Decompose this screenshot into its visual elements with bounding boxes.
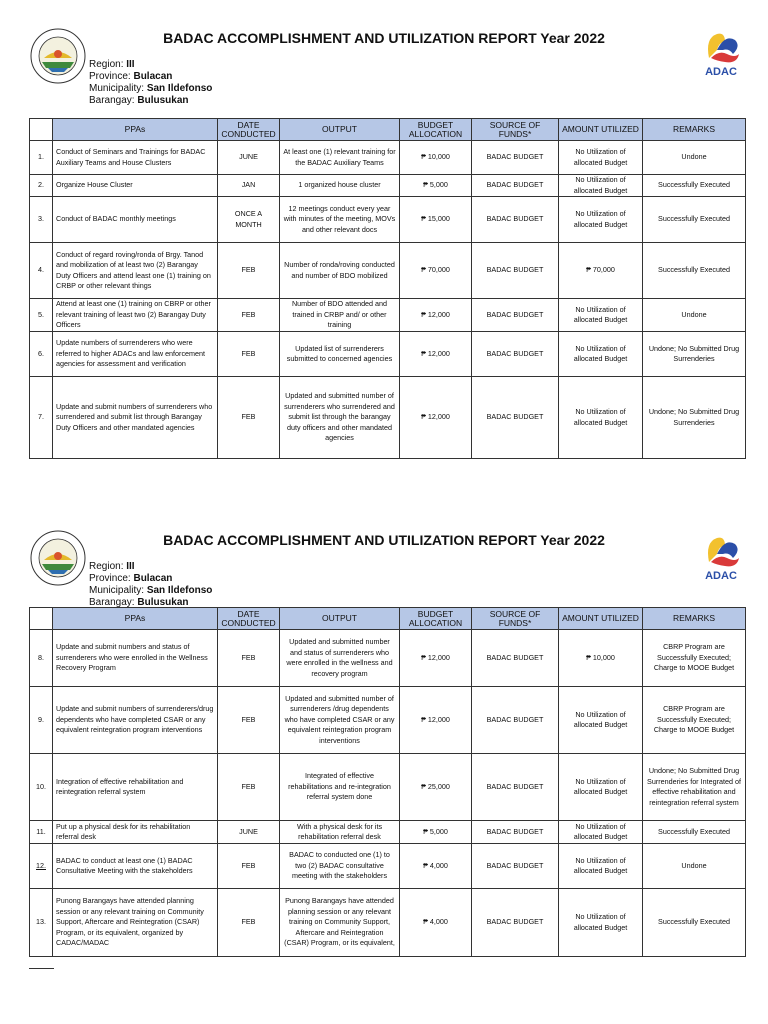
- output-cell: Number of ronda/roving conducted and number of BDO mobilized: [280, 243, 400, 299]
- report-table: [29, 607, 746, 957]
- table-row: [30, 844, 746, 889]
- source-cell: BADAC BUDGET: [472, 243, 559, 299]
- ppa-cell: Organize House Cluster: [53, 175, 218, 197]
- date-cell: FEB: [218, 243, 280, 299]
- date-cell: JUNE: [218, 821, 280, 844]
- source-cell: BADAC BUDGET: [472, 175, 559, 197]
- table-header-row: [30, 119, 746, 141]
- row-number: 4.: [30, 243, 53, 299]
- budget-cell: ₱ 70,000: [400, 243, 472, 299]
- date-cell: FEB: [218, 299, 280, 332]
- output-cell: BADAC to conducted one (1) to two (2) BADAC consultative meeting with the stakeholders: [280, 844, 400, 889]
- municipality-value: San Ildefonso: [146, 83, 213, 94]
- report-title: BADAC ACCOMPLISHMENT AND UTILIZATION REPORT Year 2022: [163, 30, 605, 46]
- table-row: [30, 630, 746, 687]
- report-page-1: [0, 0, 768, 490]
- output-header: OUTPUT: [280, 119, 400, 141]
- output-cell: Updated and submitted number of surrenderers who surrendered and submit list through the barangay duty officers and other mandated agencies: [280, 377, 400, 459]
- remarks-cell: CBRP Program are Successfully Executed; Charge to MOOE Budget: [643, 687, 746, 754]
- budget-cell: ₱ 4,000: [400, 889, 472, 957]
- budget-cell: ₱ 25,000: [400, 754, 472, 821]
- amount-cell: No Utilization of allocated Budget: [559, 377, 643, 459]
- remarks-cell: Undone; No Submitted Drug Surrenderies: [643, 377, 746, 459]
- adac-logo-text: ADAC: [705, 66, 737, 78]
- date-cell: JAN: [218, 175, 280, 197]
- ppas-header: PPAs: [53, 119, 218, 141]
- date-cell: FEB: [218, 844, 280, 889]
- budget-header: BUDGET ALLOCATION: [400, 608, 472, 630]
- table-row: [30, 141, 746, 175]
- date-cell: FEB: [218, 332, 280, 377]
- number-header: [30, 608, 53, 630]
- municipality-label: Municipality:: [89, 83, 145, 94]
- budget-header: BUDGET ALLOCATION: [400, 119, 472, 141]
- region-value: III: [126, 59, 135, 70]
- output-cell: With a physical desk for its rehabilitation referral desk: [280, 821, 400, 844]
- remarks-cell: Successfully Executed: [643, 175, 746, 197]
- row-number: 6.: [30, 332, 53, 377]
- remarks-cell: Undone: [643, 844, 746, 889]
- row-number: 10.: [30, 754, 53, 821]
- barangay-value: Bulusukan: [137, 597, 189, 608]
- row-number: 9.: [30, 687, 53, 754]
- budget-cell: ₱ 12,000: [400, 687, 472, 754]
- table-row: [30, 299, 746, 332]
- output-header: OUTPUT: [280, 608, 400, 630]
- budget-cell: ₱ 15,000: [400, 197, 472, 243]
- province-label: Province:: [89, 71, 131, 82]
- ppa-cell: Integration of effective rehabilitation and reintegration referral system: [53, 754, 218, 821]
- date-header: DATE CONDUCTED: [218, 608, 280, 630]
- output-cell: 1 organized house cluster: [280, 175, 400, 197]
- output-cell: At least one (1) relevant training for the BADAC Auxiliary Teams: [280, 141, 400, 175]
- adac-logo-icon: [695, 532, 747, 582]
- output-cell: Updated and submitted number of surrenderers /drug dependents who have completed CSAR or any equivalent reintegration program interventions: [280, 687, 400, 754]
- source-cell: BADAC BUDGET: [472, 889, 559, 957]
- output-cell: Updated and submitted number and status of surrenderers who were enrolled in the wellness and recovery program: [280, 630, 400, 687]
- row-number: 2.: [30, 175, 53, 197]
- remarks-cell: Undone: [643, 141, 746, 175]
- province-value: Bulacan: [133, 573, 173, 584]
- amount-cell: ₱ 10,000: [559, 630, 643, 687]
- budget-cell: ₱ 5,000: [400, 175, 472, 197]
- report-table: [29, 118, 746, 459]
- municipality-label: Municipality:: [89, 585, 145, 596]
- page-end-rule: [29, 968, 54, 969]
- region-label: Region:: [89, 561, 124, 572]
- date-cell: JUNE: [218, 141, 280, 175]
- amount-cell: ₱ 70,000: [559, 243, 643, 299]
- row-number: 12.: [30, 844, 53, 889]
- amount-cell: No Utilization of allocated Budget: [559, 821, 643, 844]
- amount-cell: No Utilization of allocated Budget: [559, 332, 643, 377]
- ppa-cell: Punong Barangays have attended planning session or any relevant training on Community Support, Aftercare and Reintegration (CSAR) Program, or its equivalent, organized by CADAC/MADAC: [53, 889, 218, 957]
- source-cell: BADAC BUDGET: [472, 844, 559, 889]
- remarks-cell: Successfully Executed: [643, 243, 746, 299]
- ppa-cell: Update and submit numbers of surrenderers/drug dependents who have completed CSAR or any equivalent reintegration program interventions: [53, 687, 218, 754]
- amount-cell: No Utilization of allocated Budget: [559, 687, 643, 754]
- barangay-value: Bulusukan: [137, 95, 189, 106]
- output-cell: Number of BDO attended and trained in CRBP and/ or other training: [280, 299, 400, 332]
- report-page-2: [0, 508, 768, 1024]
- ppas-header: PPAs: [53, 608, 218, 630]
- row-number: 1.: [30, 141, 53, 175]
- output-cell: Punong Barangays have attended planning session or any relevant training on Community Support, Aftercare and Reintegration (CSAR) Program, or its equivalent,: [280, 889, 400, 957]
- output-cell: Updated list of surrenderers submitted to concerned agencies: [280, 332, 400, 377]
- row-number: 8.: [30, 630, 53, 687]
- budget-cell: ₱ 5,000: [400, 821, 472, 844]
- source-header: SOURCE OF FUNDS*: [472, 608, 559, 630]
- remarks-cell: Successfully Executed: [643, 197, 746, 243]
- source-cell: BADAC BUDGET: [472, 141, 559, 175]
- budget-cell: ₱ 10,000: [400, 141, 472, 175]
- adac-logo-icon: [695, 28, 747, 78]
- source-cell: BADAC BUDGET: [472, 754, 559, 821]
- row-number: 13.: [30, 889, 53, 957]
- barangay-label: Barangay:: [89, 95, 135, 106]
- amount-cell: No Utilization of allocated Budget: [559, 175, 643, 197]
- remarks-cell: Undone; No Submitted Drug Surrenderies for Integrated of effective rehabilitation and reintegration referral system: [643, 754, 746, 821]
- table-row: [30, 175, 746, 197]
- budget-cell: ₱ 12,000: [400, 377, 472, 459]
- region-value: III: [126, 561, 135, 572]
- location-info: [89, 561, 212, 609]
- output-cell: 12 meetings conduct every year with minutes of the meeting, MOVs and other relevant docs: [280, 197, 400, 243]
- table-row: [30, 754, 746, 821]
- province-value: Bulacan: [133, 71, 173, 82]
- number-header: [30, 119, 53, 141]
- table-header-row: [30, 608, 746, 630]
- amount-cell: No Utilization of allocated Budget: [559, 889, 643, 957]
- remarks-cell: CBRP Program are Successfully Executed; Charge to MOOE Budget: [643, 630, 746, 687]
- ppa-cell: Update and submit numbers of surrenderers who surrendered and submit list through Barangay Duty Officers and other mandated agencies: [53, 377, 218, 459]
- date-cell: FEB: [218, 377, 280, 459]
- remarks-cell: Undone; No Submitted Drug Surrenderies: [643, 332, 746, 377]
- ppa-cell: Conduct of BADAC monthly meetings: [53, 197, 218, 243]
- source-cell: BADAC BUDGET: [472, 821, 559, 844]
- row-number: 11.: [30, 821, 53, 844]
- ppa-cell: Update numbers of surrenderers who were referred to higher ADACs and law enforcement agencies for assessment and verification: [53, 332, 218, 377]
- source-cell: BADAC BUDGET: [472, 197, 559, 243]
- budget-cell: ₱ 12,000: [400, 299, 472, 332]
- amount-cell: No Utilization of allocated Budget: [559, 299, 643, 332]
- row-number: 5.: [30, 299, 53, 332]
- remarks-header: REMARKS: [643, 608, 746, 630]
- province-label: Province:: [89, 573, 131, 584]
- amount-cell: No Utilization of allocated Budget: [559, 754, 643, 821]
- ppa-cell: Attend at least one (1) training on CBRP or other relevant training of least two (2) Barangay Duty Officers: [53, 299, 218, 332]
- amount-cell: No Utilization of allocated Budget: [559, 844, 643, 889]
- remarks-cell: Successfully Executed: [643, 821, 746, 844]
- row-number: 3.: [30, 197, 53, 243]
- ppa-cell: Update and submit numbers and status of surrenderers who were enrolled in the Wellness Recovery Program: [53, 630, 218, 687]
- source-header: SOURCE OF FUNDS*: [472, 119, 559, 141]
- ppa-cell: Conduct of regard roving/ronda of Brgy. Tanod and mobilization of at least two (2) Barangay Duty Officers and attend least one (1) training on CRBP or other relevant things: [53, 243, 218, 299]
- barangay-label: Barangay:: [89, 597, 135, 608]
- table-row: [30, 687, 746, 754]
- date-cell: FEB: [218, 630, 280, 687]
- date-cell: FEB: [218, 687, 280, 754]
- adac-logo-text: ADAC: [705, 570, 737, 582]
- remarks-cell: Successfully Executed: [643, 889, 746, 957]
- report-title: BADAC ACCOMPLISHMENT AND UTILIZATION REPORT Year 2022: [163, 532, 605, 548]
- source-cell: BADAC BUDGET: [472, 687, 559, 754]
- ppa-cell: Conduct of Seminars and Trainings for BADAC Auxiliary Teams and House Clusters: [53, 141, 218, 175]
- ppa-cell: Put up a physical desk for its rehabilitation referral desk: [53, 821, 218, 844]
- location-info: [89, 59, 212, 107]
- table-row: [30, 243, 746, 299]
- region-label: Region:: [89, 59, 124, 70]
- source-cell: BADAC BUDGET: [472, 299, 559, 332]
- table-row: [30, 377, 746, 459]
- budget-cell: ₱ 12,000: [400, 332, 472, 377]
- amount-header: AMOUNT UTILIZED: [559, 608, 643, 630]
- date-header: DATE CONDUCTED: [218, 119, 280, 141]
- table-row: [30, 332, 746, 377]
- amount-header: AMOUNT UTILIZED: [559, 119, 643, 141]
- municipality-value: San Ildefonso: [146, 585, 213, 596]
- budget-cell: ₱ 4,000: [400, 844, 472, 889]
- source-cell: BADAC BUDGET: [472, 332, 559, 377]
- source-cell: BADAC BUDGET: [472, 377, 559, 459]
- date-cell: ONCE A MONTH: [218, 197, 280, 243]
- remarks-header: REMARKS: [643, 119, 746, 141]
- output-cell: Integrated of effective rehabilitations and re-integration referral system done: [280, 754, 400, 821]
- amount-cell: No Utilization of allocated Budget: [559, 197, 643, 243]
- amount-cell: No Utilization of allocated Budget: [559, 141, 643, 175]
- date-cell: FEB: [218, 889, 280, 957]
- table-row: [30, 197, 746, 243]
- row-number: 7.: [30, 377, 53, 459]
- source-cell: BADAC BUDGET: [472, 630, 559, 687]
- budget-cell: ₱ 12,000: [400, 630, 472, 687]
- table-row: [30, 889, 746, 957]
- ppa-cell: BADAC to conduct at least one (1) BADAC Consultative Meeting with the stakeholders: [53, 844, 218, 889]
- table-row: [30, 821, 746, 844]
- remarks-cell: Undone: [643, 299, 746, 332]
- date-cell: FEB: [218, 754, 280, 821]
